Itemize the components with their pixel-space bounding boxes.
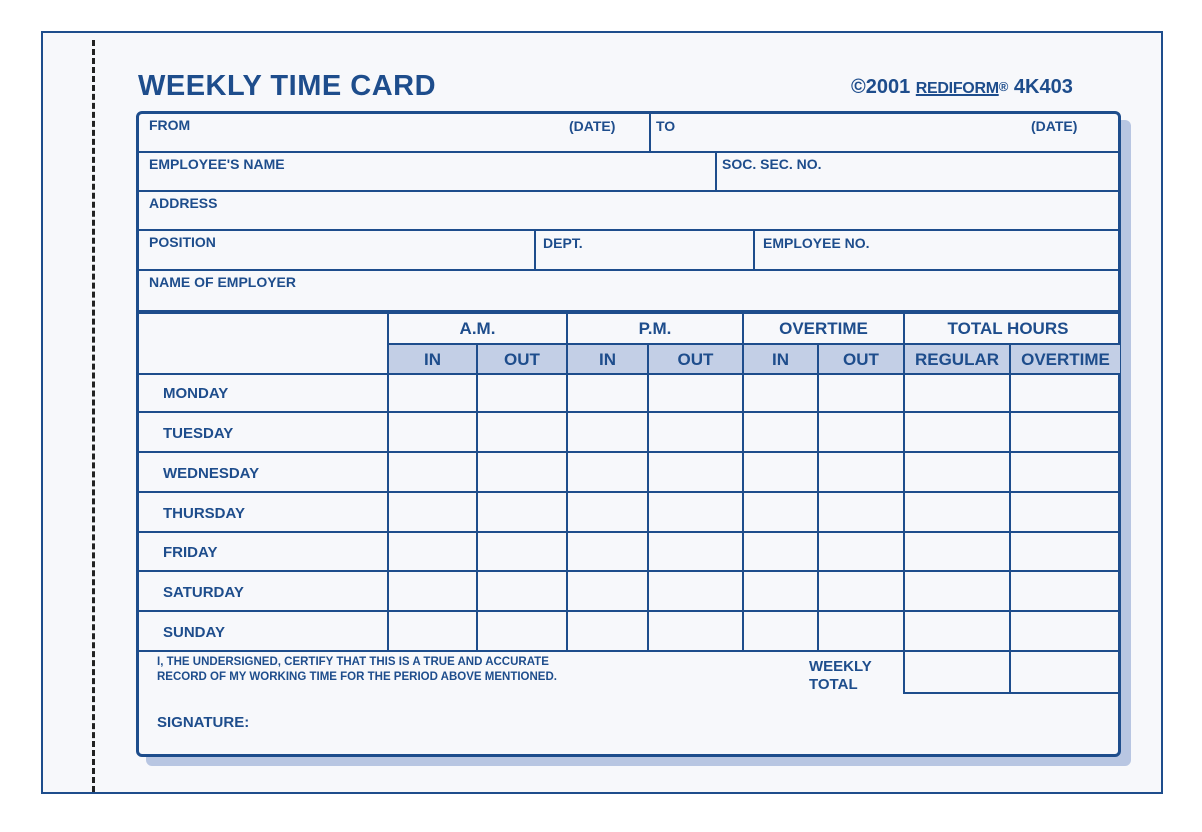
certification-line-2: RECORD OF MY WORKING TIME FOR THE PERIOD ABOVE MENTIONED.: [157, 671, 557, 683]
employee-name-field[interactable]: EMPLOYEE'S NAME: [149, 156, 285, 172]
pm-in-header: IN: [599, 350, 616, 369]
rule: [136, 491, 1121, 493]
rule: [1009, 343, 1011, 694]
total-label: TOTAL: [809, 676, 858, 693]
rule: [136, 531, 1121, 533]
rule: [817, 343, 819, 651]
day-label-tuesday: TUESDAY: [163, 425, 234, 442]
form-title: WEEKLY TIME CARD: [138, 70, 437, 102]
day-label-friday: FRIDAY: [163, 544, 218, 561]
rule: [136, 650, 1121, 652]
am-header: A.M.: [459, 319, 496, 338]
soc-sec-no-field[interactable]: SOC. SEC. NO.: [722, 156, 822, 172]
rule: [136, 229, 1121, 231]
rule: [136, 312, 1121, 314]
pm-out-header: OUT: [677, 350, 714, 369]
rule: [753, 229, 755, 270]
perforation-line: [92, 40, 95, 792]
overtime-header: OVERTIME: [779, 319, 868, 338]
day-label-thursday: THURSDAY: [163, 505, 245, 522]
from-field[interactable]: FROM: [149, 117, 191, 133]
rule: [903, 692, 1120, 694]
rule: [136, 610, 1121, 612]
rule: [136, 411, 1121, 413]
weekly-label: WEEKLY: [809, 658, 872, 675]
to-date-label: (DATE): [1031, 118, 1078, 134]
rule: [136, 570, 1121, 572]
rule: [136, 190, 1121, 192]
dept-field[interactable]: DEPT.: [543, 235, 583, 251]
certification-line-1: I, THE UNDERSIGNED, CERTIFY THAT THIS IS A TRUE AND ACCURATE: [157, 656, 549, 668]
rule: [136, 451, 1121, 453]
copyright-line: [851, 76, 1073, 99]
from-date-label: (DATE): [569, 118, 616, 134]
total-hours-header: TOTAL HOURS: [947, 319, 1069, 338]
regular-header: REGULAR: [914, 350, 1000, 369]
employee-no-field[interactable]: EMPLOYEE NO.: [763, 235, 870, 251]
brand-logo: REDIFORM: [915, 80, 999, 97]
position-field[interactable]: POSITION: [149, 234, 216, 250]
day-label-wednesday: WEDNESDAY: [163, 465, 260, 482]
total-overtime-header: OVERTIME: [1021, 350, 1110, 369]
rule: [136, 151, 1121, 153]
rule: [649, 111, 651, 151]
rule: [534, 229, 536, 270]
ot-in-header: IN: [772, 350, 789, 369]
rule: [136, 269, 1121, 271]
rule: [647, 343, 649, 651]
day-label-monday: MONDAY: [163, 385, 229, 402]
to-field[interactable]: TO: [656, 118, 676, 134]
model-number: 4K403: [1013, 76, 1073, 98]
day-label-sunday: SUNDAY: [163, 624, 225, 641]
employer-name-field[interactable]: NAME OF EMPLOYER: [149, 274, 297, 290]
signature-field[interactable]: SIGNATURE:: [157, 714, 250, 731]
rule: [715, 151, 717, 191]
day-label-saturday: SATURDAY: [163, 584, 244, 601]
pm-header: P.M.: [638, 319, 672, 338]
am-in-header: IN: [424, 350, 441, 369]
copyright-year: ©2001: [851, 76, 911, 98]
certification-text: [157, 655, 557, 685]
rule: [476, 343, 478, 651]
address-field[interactable]: ADDRESS: [149, 195, 218, 211]
ot-out-header: OUT: [843, 350, 879, 369]
am-out-header: OUT: [504, 350, 540, 369]
registered-mark: ®: [998, 79, 1009, 94]
